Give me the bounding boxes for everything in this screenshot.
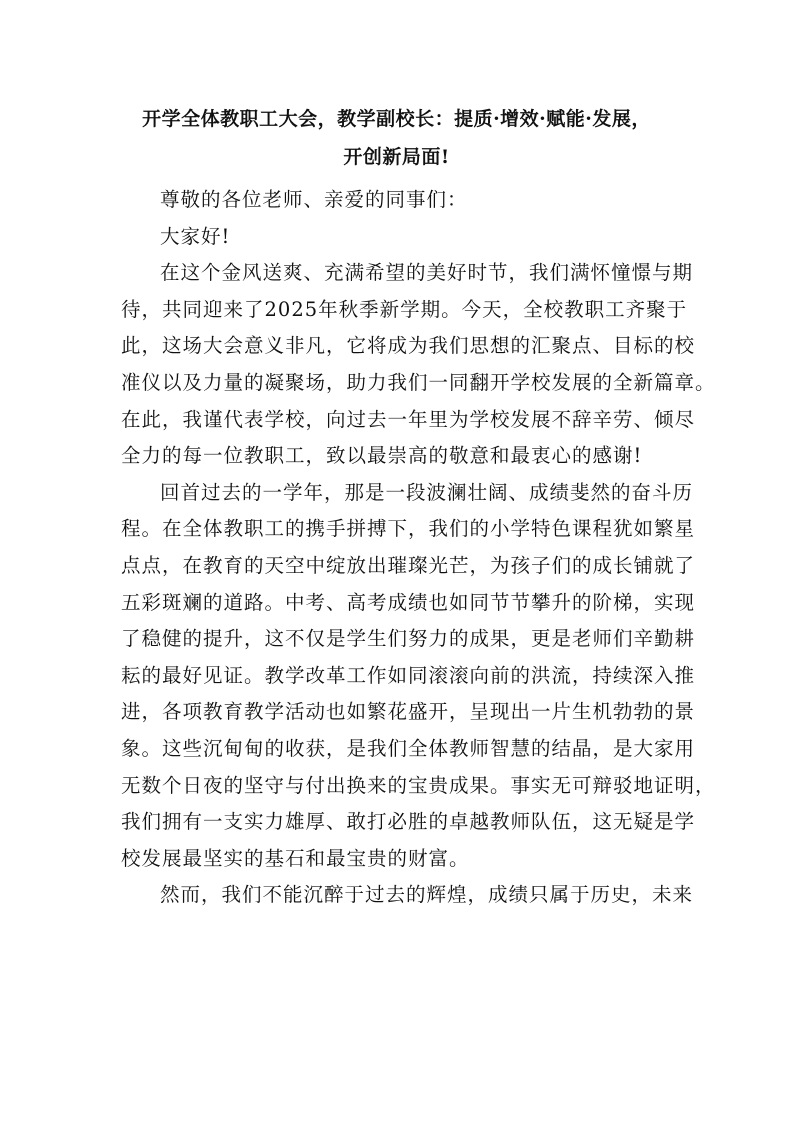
paragraph-line: 进，各项教育教学活动也如繁花盛开，呈现出一片生机勃勃的景 [121, 700, 696, 724]
document-title [100, 100, 693, 176]
title-line-1: 开学全体教职工大会，教学副校长：提质·增效·赋能·发展， [142, 108, 651, 130]
paragraph-line: 了稳健的提升，这不仅是学生们努力的成果，更是老师们辛勤耕 [121, 627, 696, 651]
paragraph-3 [121, 877, 694, 914]
paragraph-line: 在这个金风送爽、充满希望的美好时节，我们满怀憧憬与期 [160, 261, 694, 285]
paragraph-line: 五彩斑斓的道路。中考、高考成绩也如同节节攀升的阶梯，实现 [121, 590, 696, 614]
document-body [121, 182, 716, 914]
title-line-2: 开创新局面! [343, 146, 450, 168]
paragraph-line: 象。这些沉甸甸的收获，是我们全体教师智慧的结晶，是大家用 [121, 736, 696, 760]
paragraph-line: 准仪以及力量的凝聚场，助力我们一同翻开学校发展的全新篇章。 [121, 370, 716, 394]
paragraph-line: 程。在全体教职工的携手拼搏下，我们的小学特色课程犹如繁星 [121, 517, 696, 541]
paragraph-line: 全力的每一位教职工，致以最崇高的敬意和最衷心的感谢! [121, 444, 643, 468]
paragraph-1 [121, 255, 716, 475]
paragraph-line: 我们拥有一支实力雄厚、敢打必胜的卓越教师队伍，这无疑是学 [121, 810, 696, 834]
paragraph-line: 无数个日夜的坚守与付出换来的宝贵成果。事实无可辩驳地证明， [121, 773, 716, 797]
greeting-line: 尊敬的各位老师、亲爱的同事们： [160, 188, 468, 211]
paragraph-line: 校发展最坚实的基石和最宝贵的财富。 [121, 846, 470, 870]
paragraph-line: 在此，我谨代表学校，向过去一年里为学校发展不辞辛劳、倾尽 [121, 407, 696, 431]
paragraph-line: 然而，我们不能沉醉于过去的辉煌，成绩只属于历史，未来 [160, 883, 694, 907]
paragraph-line: 耘的最好见证。教学改革工作如同滚滚向前的洪流，持续深入推 [121, 663, 696, 687]
paragraph-line: 点点，在教育的天空中绽放出璀璨光芒，为孩子们的成长铺就了 [121, 553, 696, 577]
paragraph-line: 待，共同迎来了2025年秋季新学期。今天，全校教职工齐聚于 [121, 297, 688, 321]
paragraph-line: 此，这场大会意义非凡，它将成为我们思想的汇聚点、目标的校 [121, 334, 696, 358]
paragraph-line: 回首过去的一学年，那是一段波澜壮阔、成绩斐然的奋斗历 [160, 480, 694, 504]
hello-line: 大家好! [160, 224, 231, 248]
paragraph-2 [121, 475, 716, 878]
